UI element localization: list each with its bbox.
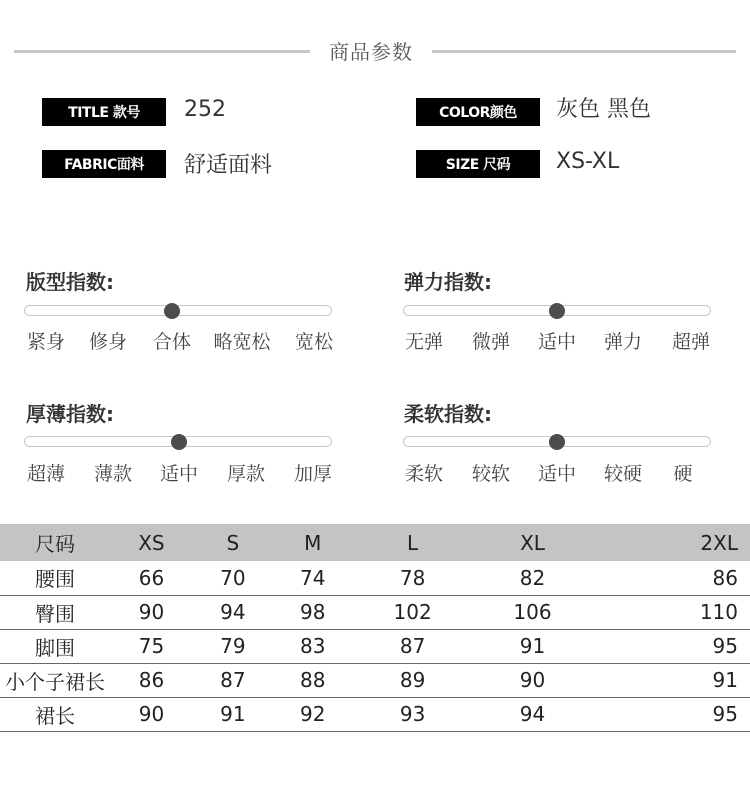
index-tick-label: 微弹 xyxy=(471,331,511,353)
index-tick-label: 适中 xyxy=(537,331,577,353)
table-row-label: 脚围 xyxy=(0,629,110,663)
index-tick-label: 弹力 xyxy=(603,331,643,353)
table-cell: 79 xyxy=(193,629,273,663)
color-value: 灰色 黑色 xyxy=(556,97,651,122)
table-cell: 87 xyxy=(193,663,273,697)
index-tick-label: 略宽松 xyxy=(213,331,271,353)
table-cell: 110 xyxy=(592,595,750,629)
size-table xyxy=(0,524,750,732)
fabric-value: 舒适面料 xyxy=(184,153,273,178)
index-slider-knob xyxy=(171,434,187,450)
table-cell: 93 xyxy=(353,697,473,731)
table-cell: 70 xyxy=(193,561,273,595)
table-row-label: 臀围 xyxy=(0,595,110,629)
table-row xyxy=(0,697,750,731)
table-cell: 83 xyxy=(273,629,353,663)
index-tick-label: 较硬 xyxy=(603,463,643,485)
table-header-cell: 2XL xyxy=(592,524,750,561)
index-tick-label: 宽松 xyxy=(294,331,334,353)
index-tick-label: 适中 xyxy=(537,463,577,485)
table-cell: 91 xyxy=(473,629,593,663)
index-tick-label: 硬 xyxy=(673,463,693,485)
table-cell: 90 xyxy=(473,663,593,697)
header-divider-left xyxy=(14,50,310,53)
table-cell: 66 xyxy=(110,561,193,595)
table-cell: 78 xyxy=(353,561,473,595)
table-row xyxy=(0,595,750,629)
index-slider-knob xyxy=(164,303,180,319)
table-header-row xyxy=(0,524,750,561)
table-header-cell: XL xyxy=(473,524,593,561)
table-row-label: 裙长 xyxy=(0,697,110,731)
table-header-cell: XS xyxy=(110,524,193,561)
index-slider-knob xyxy=(549,303,565,319)
index-tick-label: 紧身 xyxy=(26,331,66,353)
table-cell: 98 xyxy=(273,595,353,629)
index-tick-label: 适中 xyxy=(159,463,199,485)
index-tick-label: 修身 xyxy=(88,331,128,353)
size-label: SIZE 尺码 xyxy=(416,150,540,178)
table-cell: 92 xyxy=(273,697,353,731)
table-cell: 91 xyxy=(592,663,750,697)
table-cell: 82 xyxy=(473,561,593,595)
table-cell: 106 xyxy=(473,595,593,629)
index-slider-knob xyxy=(549,434,565,450)
table-cell: 91 xyxy=(193,697,273,731)
table-row-label: 小个子裙长 xyxy=(0,663,110,697)
table-cell: 74 xyxy=(273,561,353,595)
header-divider-right xyxy=(432,50,736,53)
index-tick-label: 超弹 xyxy=(671,331,711,353)
index-tick-label: 柔软 xyxy=(404,463,444,485)
index-title: 厚薄指数: xyxy=(26,402,114,426)
table-cell: 88 xyxy=(273,663,353,697)
index-title: 版型指数: xyxy=(26,270,114,294)
table-row-label: 腰围 xyxy=(0,561,110,595)
color-label: COLOR颜色 xyxy=(416,98,540,126)
table-cell: 90 xyxy=(110,595,193,629)
table-row xyxy=(0,629,750,663)
table-cell: 102 xyxy=(353,595,473,629)
index-tick-label: 超薄 xyxy=(26,463,66,485)
table-row xyxy=(0,663,750,697)
title-label: TITLE 款号 xyxy=(42,98,166,126)
table-cell: 95 xyxy=(592,697,750,731)
table-cell: 95 xyxy=(592,629,750,663)
index-tick-label: 较软 xyxy=(471,463,511,485)
index-title: 弹力指数: xyxy=(404,270,492,294)
table-header-cell: M xyxy=(273,524,353,561)
table-cell: 86 xyxy=(592,561,750,595)
table-cell: 89 xyxy=(353,663,473,697)
table-cell: 94 xyxy=(473,697,593,731)
table-cell: 86 xyxy=(110,663,193,697)
fabric-label: FABRIC面料 xyxy=(42,150,166,178)
table-row xyxy=(0,561,750,595)
index-tick-label: 薄款 xyxy=(93,463,133,485)
index-tick-label: 合体 xyxy=(152,331,192,353)
table-header-cell: 尺码 xyxy=(0,524,110,561)
index-title: 柔软指数: xyxy=(404,402,492,426)
index-tick-label: 无弹 xyxy=(404,331,444,353)
table-cell: 94 xyxy=(193,595,273,629)
size-value: XS-XL xyxy=(556,149,620,174)
index-tick-label: 厚款 xyxy=(226,463,266,485)
index-tick-label: 加厚 xyxy=(293,463,333,485)
table-cell: 87 xyxy=(353,629,473,663)
table-header-cell: S xyxy=(193,524,273,561)
page-title: 商品参数 xyxy=(329,40,413,64)
title-value: 252 xyxy=(184,97,226,122)
table-header-cell: L xyxy=(353,524,473,561)
table-cell: 75 xyxy=(110,629,193,663)
table-cell: 90 xyxy=(110,697,193,731)
